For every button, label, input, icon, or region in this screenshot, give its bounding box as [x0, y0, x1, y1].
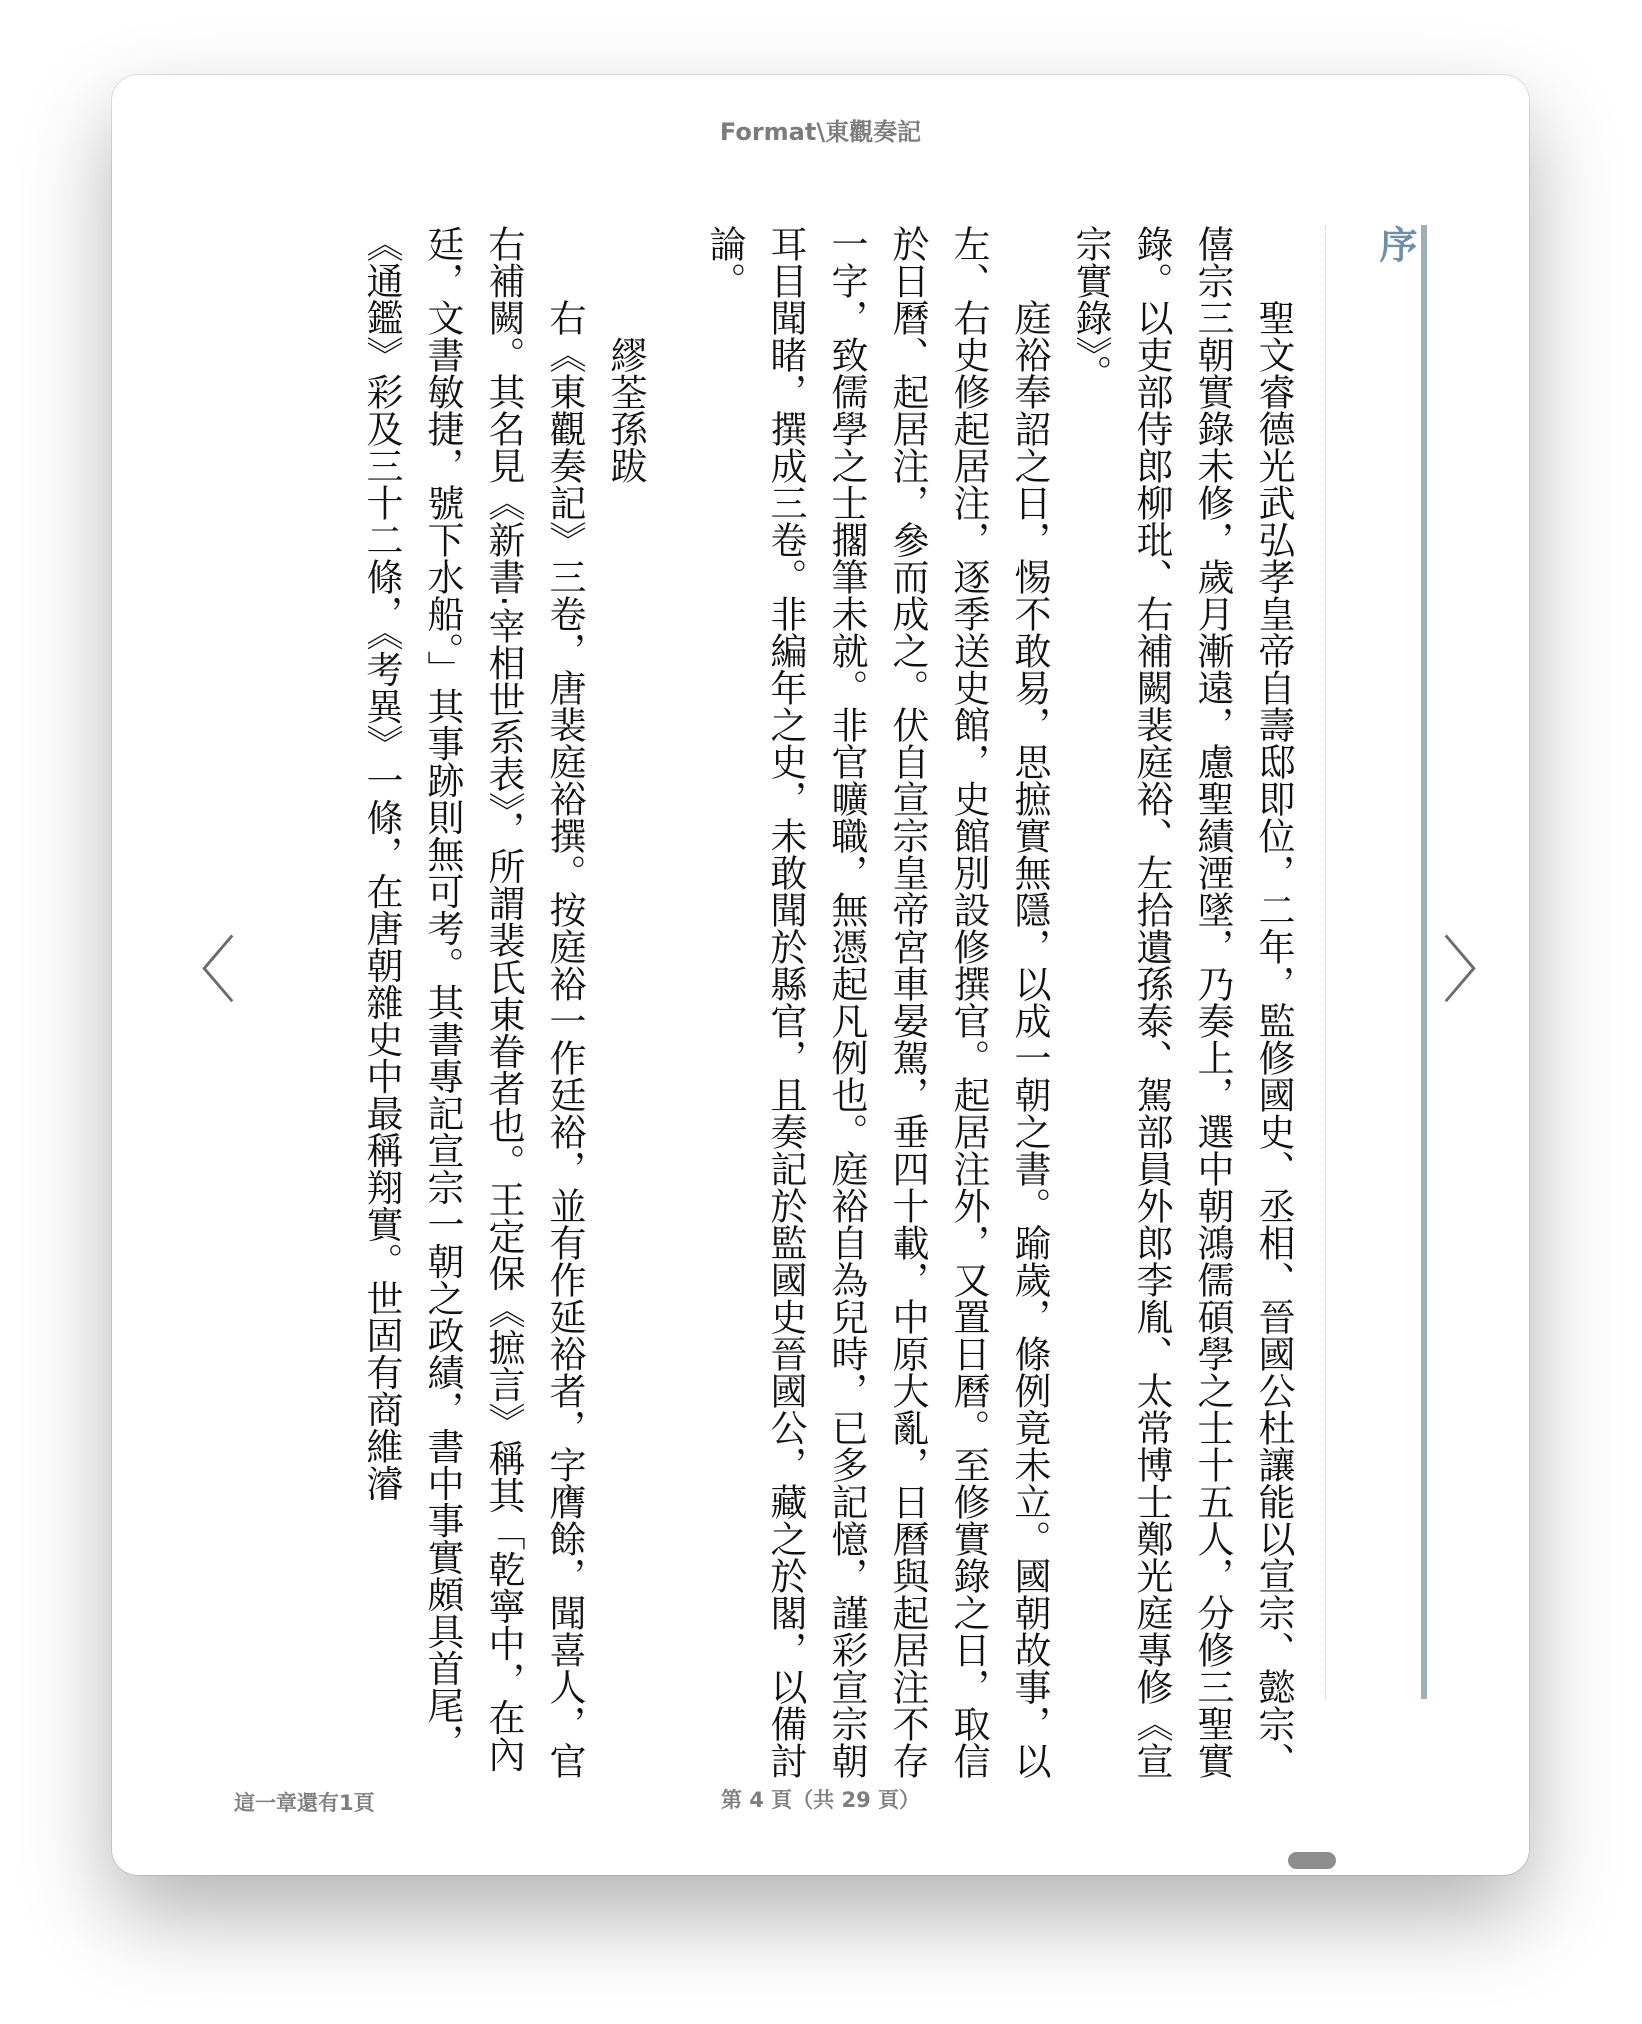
scroll-handle[interactable] [1288, 1852, 1336, 1869]
paragraph-3: 右《東觀奏記》三卷，唐裴庭裕撰。按庭裕一作廷裕，並有作延裕者，字膺餘，聞喜人，官右補闕。其名見《新書‧宰相世系表》，所謂裴氏東眷者也。王定保《摭言》稱其「乾寧中，在內廷，文書敏捷，號下水船。」其事跡則無可考。其書專記宣宗一朝之政績，書中事實頗具首尾，《通鑑》彩及三十二條，《考異》一條，在唐朝雜史中最稱翔實。世固有商維濬 [360, 225, 586, 1779]
chapter-divider [1325, 225, 1326, 1699]
page-content [252, 225, 1427, 1795]
page-info: 第 4 頁（共 29 頁） [720, 1788, 921, 1812]
paragraph-1: 聖文睿德光武弘孝皇帝自壽邸即位，二年，監修國史、丞相、晉國公杜讓能以宣宗、懿宗、僖宗三朝實錄未修，歲月漸遠，慮聖績湮墜，乃奏上，選中朝鴻儒碩學之士十五人，分修三聖實錄。以吏部侍郎柳玭、右補闕裴庭裕、左拾遺孫泰、駕部員外郎李胤、太常博士鄭光庭專修《宣宗實錄》。 [1069, 225, 1295, 1779]
next-page-icon[interactable]: 〉 [1442, 929, 1515, 1013]
postscript-heading: 繆荃孫跋 [604, 336, 647, 484]
prev-page-icon[interactable]: 〈 [164, 929, 237, 1013]
reader-window [112, 75, 1529, 1875]
paragraph-2: 庭裕奉詔之日，惕不敢易，思摭實無隱，以成一朝之書。踰歲，條例竟未立。國朝故事，以左、右史修起居注，逐季送史館，史館別設修撰官。起居注外，又置日曆。至修實錄之日，取信於日曆、起居注，參而成之。伏自宣宗皇帝宮車晏駕，垂四十載，中原大亂，日曆與起居注不存一字，致儒學之士擱筆未就。非官曠職，無憑起凡例也。庭裕自為兒時，已多記憶，謹彩宣宗朝耳目聞睹，撰成三卷。非編年之史，未敢聞於縣官，且奏記於監國史晉國公，藏之於閣，以備討論。 [703, 225, 1051, 1779]
chapter-title: 序 [1365, 225, 1427, 1699]
chapter-remaining: 這一章還有1頁 [234, 1791, 375, 1815]
window-title: Format\東觀奏記 [719, 118, 922, 146]
